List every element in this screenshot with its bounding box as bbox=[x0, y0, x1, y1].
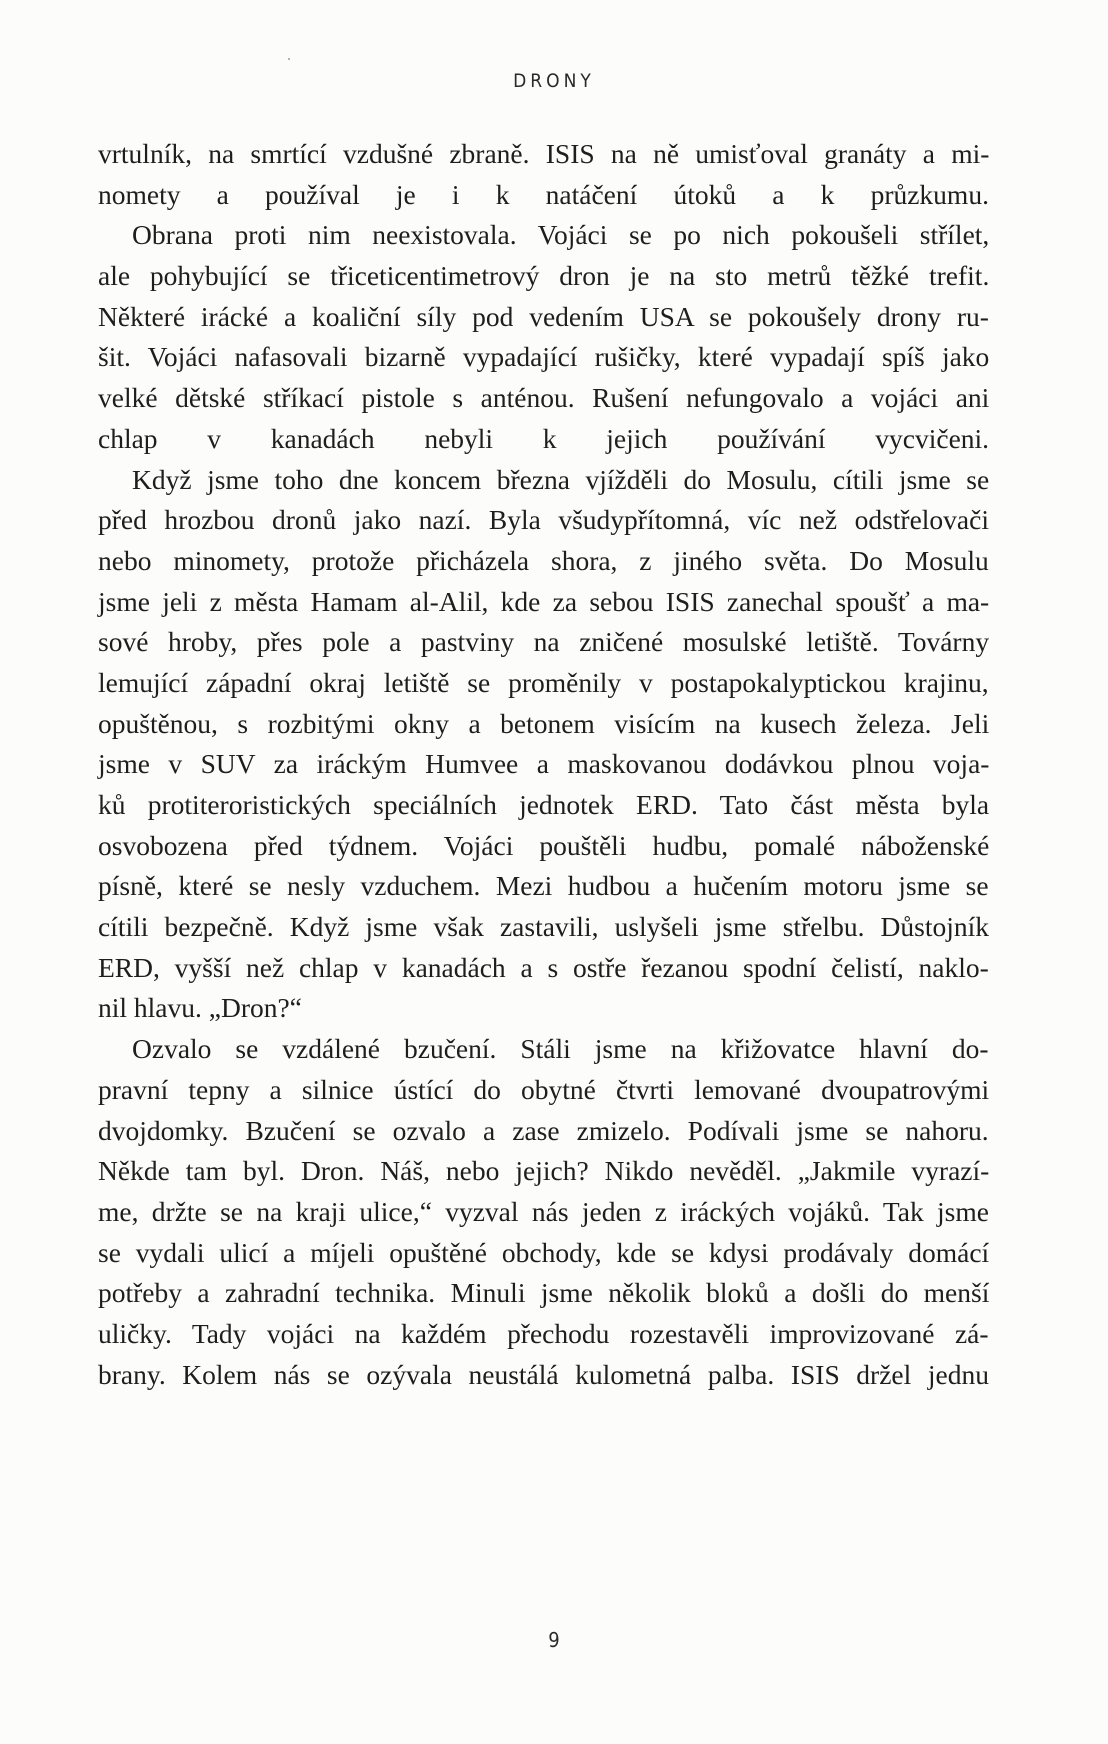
text-line: opuštěnou, s rozbitými okny a betonem visícím na kusech železa. Jeli bbox=[98, 707, 990, 739]
text-line: Ozvalo se vzdálené bzučení. Stáli jsme na křižovatce hlavní do- bbox=[132, 1033, 989, 1065]
text-line: sové hroby, přes pole a pastviny na zničené mosulské letiště. Továrny bbox=[98, 626, 990, 658]
text-line: nil hlavu. „Dron?“ bbox=[98, 992, 302, 1024]
text-line: ale pohybující se třiceticentimetrový dron je na sto metrů těžké trefit. bbox=[98, 260, 990, 292]
text-line: me, držte se na kraji ulice,“ vyzval nás jeden z iráckých vojáků. Tak jsme bbox=[98, 1195, 989, 1227]
text-line: vrtulník, na smrtící vzdušné zbraně. ISIS na ně umisťoval granáty a mi- bbox=[98, 138, 990, 169]
text-line: šit. Vojáci nafasovali bizarně vypadající rušičky, které vypadají spíš jako bbox=[98, 341, 990, 373]
body-text bbox=[98, 134, 989, 1395]
text-line: potřeby a zahradní technika. Minuli jsme několik bloků a došli do menší bbox=[98, 1277, 990, 1309]
paper-speck bbox=[288, 58, 290, 60]
text-line: lemující západní okraj letiště se proměnily v postapokalyptickou krajinu, bbox=[98, 666, 989, 698]
text-line: cítili bezpečně. Když jsme však zastavili, uslyšeli jsme střelbu. Důstojník bbox=[98, 911, 990, 943]
running-head: DRONY bbox=[513, 70, 595, 92]
text-line: chlap v kanadách nebyli k jejich používání vycvičeni. bbox=[98, 422, 990, 454]
text-line: ERD, vyšší než chlap v kanadách a s ostře řezanou spodní čelistí, naklo- bbox=[98, 951, 989, 983]
text-line: písně, které se nesly vzduchem. Mezi hudbou a hučením motoru jsme se bbox=[98, 870, 989, 902]
text-line: před hrozbou dronů jako nazí. Byla všudypřítomná, víc než odstřelovači bbox=[98, 504, 989, 536]
text-line: Některé irácké a koaliční síly pod vedením USA se pokoušely drony ru- bbox=[98, 300, 989, 332]
text-line: pravní tepny a silnice ústící do obytné čtvrti lemované dvoupatrovými bbox=[98, 1073, 990, 1105]
text-line: nebo minomety, protože přicházela shora, z jiného světa. Do Mosulu bbox=[98, 544, 989, 576]
text-line: jsme v SUV za iráckým Humvee a maskovanou dodávkou plnou voja- bbox=[98, 748, 990, 780]
text-line: velké dětské stříkací pistole s anténou. Rušení nefungovalo a vojáci ani bbox=[98, 382, 990, 414]
text-line: jsme jeli z města Hamam al-Alil, kde za sebou ISIS zanechal spoušť a ma- bbox=[98, 585, 990, 617]
text-line: Obrana proti nim neexistovala. Vojáci se po nich pokoušeli střílet, bbox=[132, 219, 990, 251]
text-line: dvojdomky. Bzučení se ozvalo a zase zmizelo. Podívali jsme se nahoru. bbox=[98, 1114, 989, 1146]
text-line: Když jsme toho dne koncem března vjížděli do Mosulu, cítili jsme se bbox=[132, 463, 990, 495]
text-line: Někde tam byl. Dron. Náš, nebo jejich? Nikdo nevěděl. „Jakmile vyrazí- bbox=[98, 1155, 990, 1187]
text-line: uličky. Tady vojáci na každém přechodu rozestavěli improvizované zá- bbox=[98, 1317, 989, 1349]
text-line: ků protiteroristických speciálních jednotek ERD. Tato část města byla bbox=[98, 789, 990, 820]
text-line: brany. Kolem nás se ozývala neustálá kulometná palba. ISIS držel jednu bbox=[98, 1358, 989, 1390]
page-number: 9 bbox=[548, 1628, 560, 1652]
text-line: se vydali ulicí a míjeli opuštěné obchody, kde se kdysi prodávaly domácí bbox=[98, 1236, 990, 1268]
text-line: osvobozena před týdnem. Vojáci pouštěli hudbu, pomalé náboženské bbox=[98, 829, 990, 861]
text-line: nomety a používal je i k natáčení útoků a k průzkumu. bbox=[98, 178, 989, 210]
